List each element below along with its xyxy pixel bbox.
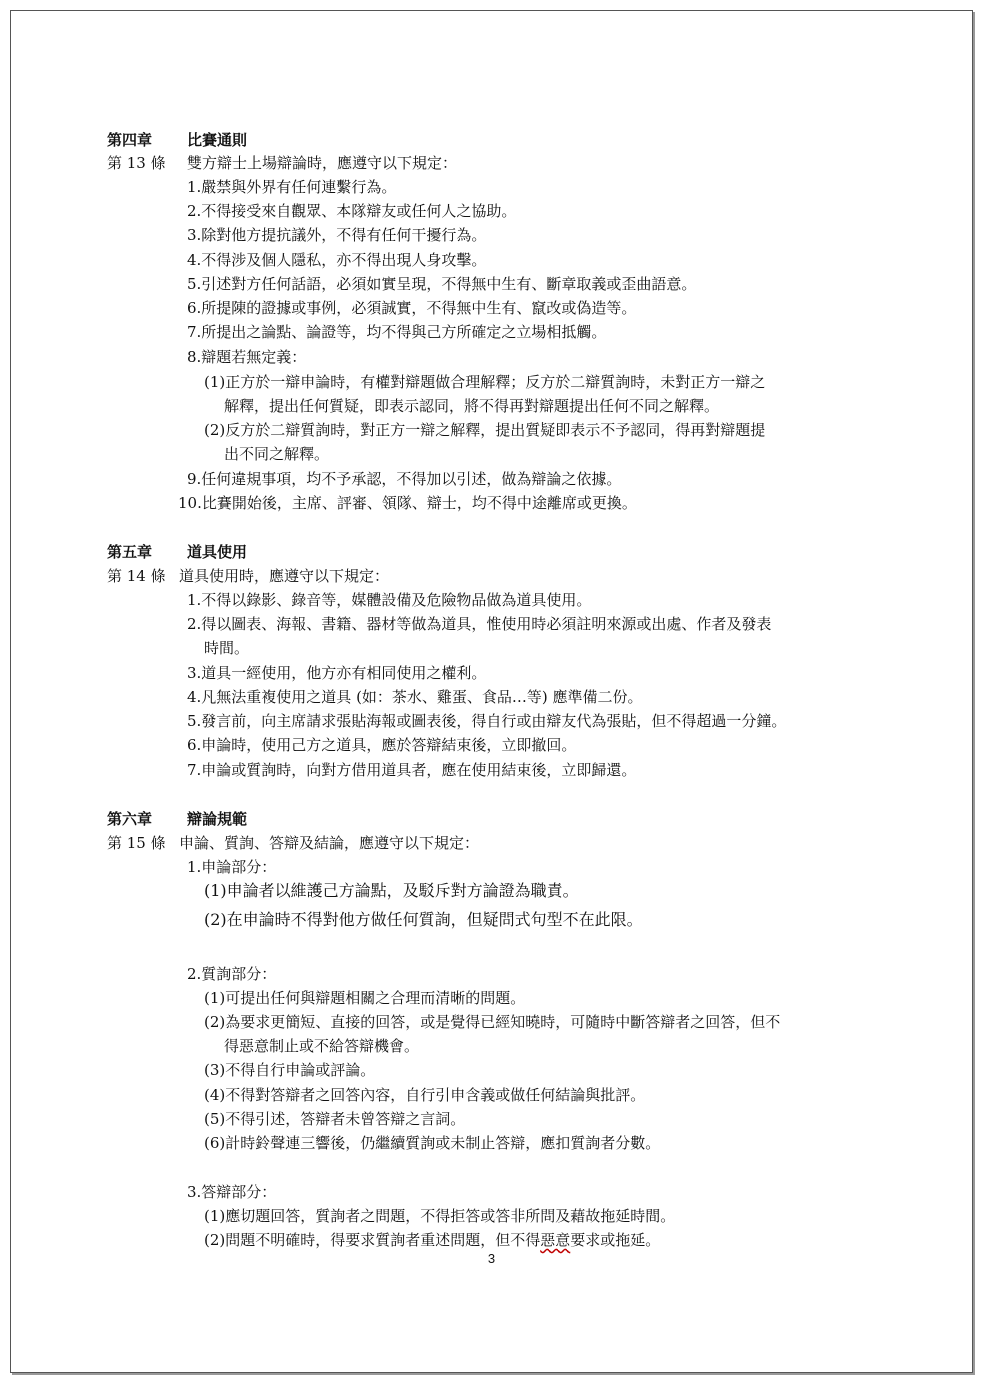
sub-item: (1)正方於一辯申論時，有權對辯題做合理解釋；反方於二辯質詢時，未對正方一辯之 [204,373,766,391]
sub-item-continuation: 得惡意制止或不給答辯機會。 [224,1037,420,1055]
article-label: 第 14 條 [107,567,166,585]
sub-item-text: 要求或拖延。 [570,1231,661,1249]
page-number: 3 [487,1251,496,1266]
list-item: 5.引述對方任何話語，必須如實呈現，不得無中生有、斷章取義或歪曲語意。 [187,275,697,293]
sub-item: (4)不得對答辯者之回答內容，自行引申含義或做任何結論與批評。 [204,1086,646,1104]
list-item: 3.除對他方提抗議外，不得有任何干擾行為。 [187,226,487,244]
chapter-label: 第四章 [107,131,153,149]
sub-item: (3)不得自行申論或評論。 [204,1061,376,1079]
chapter-label: 第五章 [107,543,153,561]
list-item-continuation: 時間。 [204,639,250,657]
chapter-heading [107,807,247,831]
article-line [107,151,457,175]
chapter-title: 辯論規範 [187,810,248,828]
part-title: 2.質詢部分： [187,965,277,983]
sub-item: (1)申論者以維護己方論點，及駁斥對方論證為職責。 [204,881,579,900]
list-item: 7.申論或質詢時，向對方借用道具者，應在使用結束後，立即歸還。 [187,761,637,779]
sub-item: (2)在申論時不得對他方做任何質詢，但疑問式句型不在此限。 [204,910,643,929]
spellcheck-marked-word: 惡意 [540,1231,571,1249]
part-title: 1.申論部分： [187,858,277,876]
list-item: 7.所提出之論點、論證等，均不得與己方所確定之立場相抵觸。 [187,323,607,341]
chapter-heading [107,540,247,564]
chapter-title: 比賽通則 [187,131,248,149]
list-item: 6.申論時，使用己方之道具，應於答辯結束後，立即撤回。 [187,736,577,754]
sub-item: (5)不得引述，答辯者未曾答辯之言詞。 [204,1110,466,1128]
sub-item: (2)為要求更簡短、直接的回答，或是覺得已經知曉時，可隨時中斷答辯者之回答，但不 [204,1013,781,1031]
list-item: 4.凡無法重複使用之道具 (如：茶水、雞蛋、食品…等) 應準備二份。 [187,688,643,706]
article-label: 第 13 條 [107,154,166,172]
sub-item: (1)應切題回答，質詢者之問題，不得拒答或答非所問及藉故拖延時間。 [204,1207,676,1225]
list-item: 1.不得以錄影、錄音等，媒體設備及危險物品做為道具使用。 [187,591,592,609]
list-item: 4.不得涉及個人隱私，亦不得出現人身攻擊。 [187,251,487,269]
list-item: 2.不得接受來自觀眾、本隊辯友或任何人之協助。 [187,202,517,220]
sub-item: (6)計時鈴聲連三響後，仍繼續質詢或未制止答辯，應扣質詢者分數。 [204,1134,661,1152]
article-line [107,831,479,855]
sub-item-text: (2)問題不明確時，得要求質詢者重述問題，但不得 [204,1231,541,1249]
list-item: 3.道具一經使用，他方亦有相同使用之權利。 [187,664,487,682]
chapter-title: 道具使用 [187,543,248,561]
sub-item [204,1228,660,1252]
article-intro: 道具使用時，應遵守以下規定： [179,567,390,585]
article-intro: 雙方辯士上場辯論時，應遵守以下規定： [187,154,458,172]
article-label: 第 15 條 [107,834,166,852]
sub-item: (2)反方於二辯質詢時，對正方一辯之解釋，提出質疑即表示不予認同，得再對辯題提 [204,421,766,439]
sub-item: (1)可提出任何與辯題相關之合理而清晰的問題。 [204,989,526,1007]
part-title: 3.答辯部分： [187,1183,277,1201]
sub-item-continuation: 解釋，提出任何質疑，即表示認同，將不得再對辯題提出任何不同之解釋。 [224,397,720,415]
sub-item-continuation: 出不同之解釋。 [224,445,330,463]
list-item: 10.比賽開始後，主席、評審、領隊、辯士，均不得中途離席或更換。 [178,494,637,512]
list-item: 8.辯題若無定義： [187,348,307,366]
list-item: 6.所提陳的證據或事例，必須誠實，不得無中生有、竄改或偽造等。 [187,299,637,317]
article-line [107,564,389,588]
article-intro: 申論、質詢、答辯及結論，應遵守以下規定： [179,834,480,852]
list-item: 1.嚴禁與外界有任何連繫行為。 [187,178,397,196]
list-item: 9.任何違規事項，均不予承認，不得加以引述，做為辯論之依據。 [187,470,622,488]
list-item: 5.發言前，向主席請求張貼海報或圖表後，得自行或由辯友代為張貼，但不得超過一分鐘。 [187,712,787,730]
chapter-heading [107,128,247,152]
chapter-label: 第六章 [107,810,153,828]
list-item: 2.得以圖表、海報、書籍、器材等做為道具，惟使用時必須註明來源或出處、作者及發表 [187,615,772,633]
